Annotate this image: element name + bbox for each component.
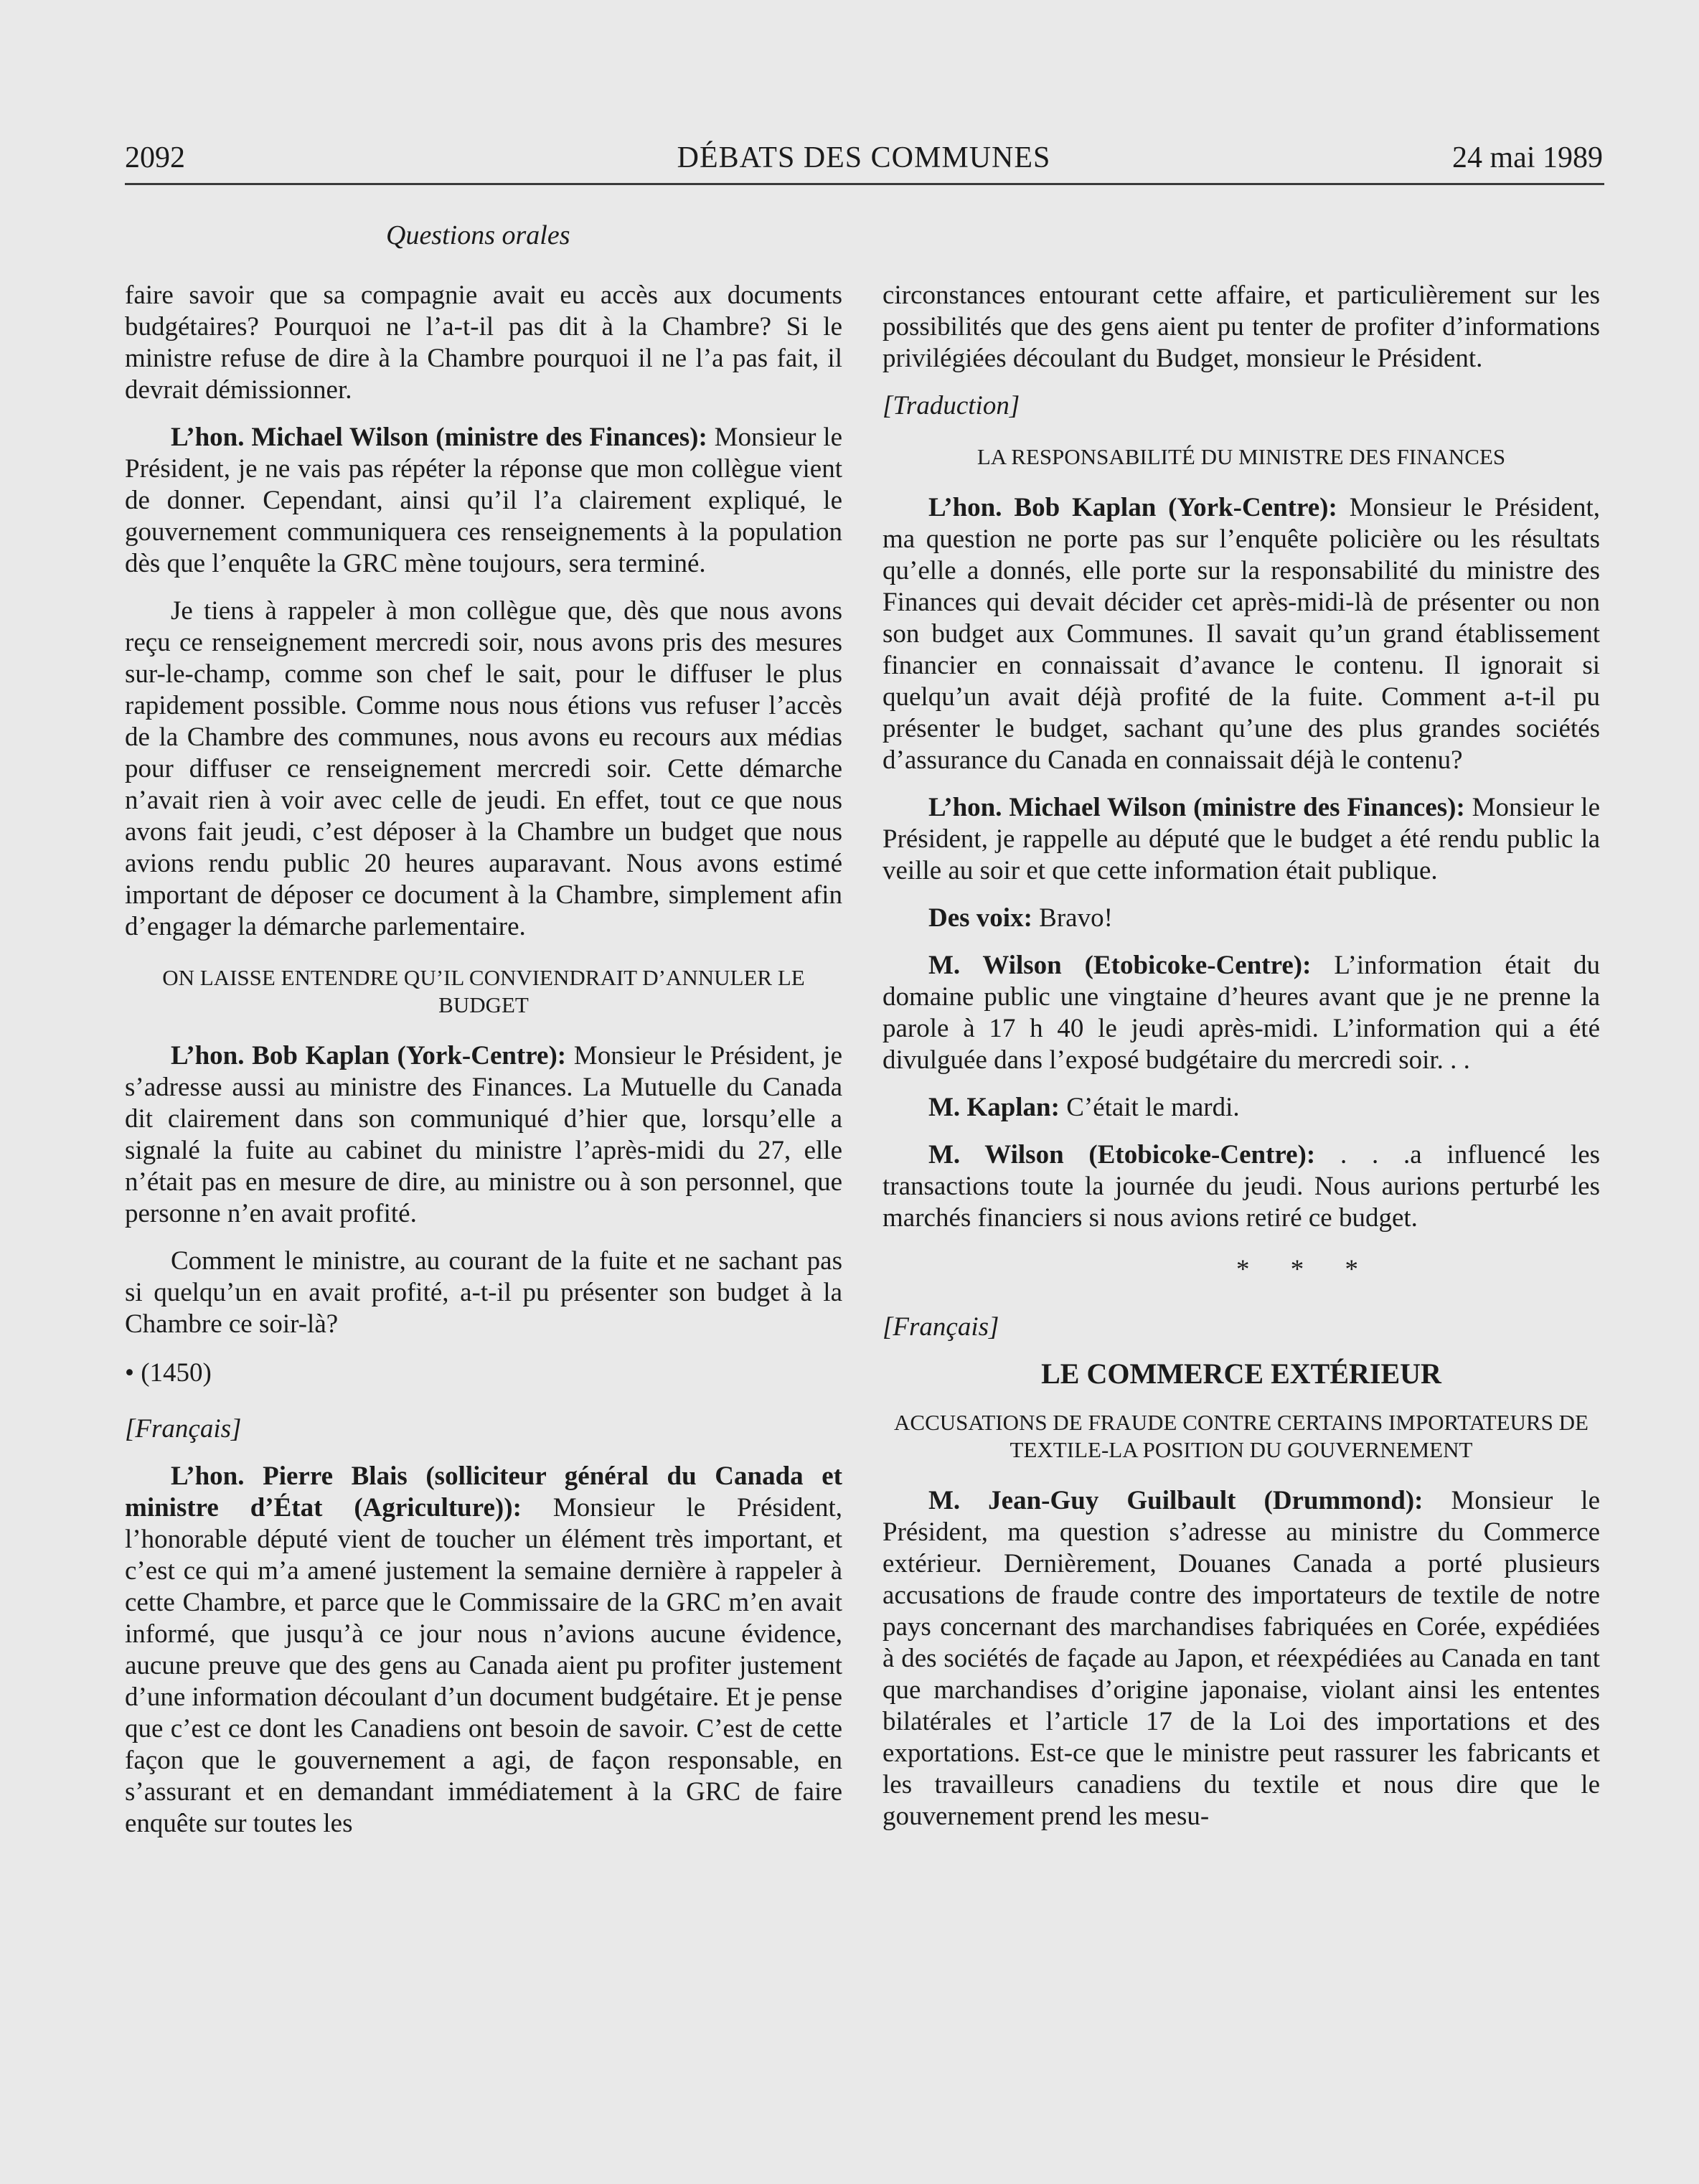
- paragraph: [883, 1139, 1600, 1234]
- subject-heading: ON LAISSE ENTENDRE QU’IL CONVIENDRAIT D’ANNULER LE BUDGET: [162, 965, 805, 1017]
- right-column: [883, 280, 1600, 1848]
- paragraph: [883, 903, 1600, 934]
- speech-text: Monsieur le Président, je s’adresse aussi au ministre des Finances. La Mutuelle du Canada dit clairement dans son communiqué d’hier que, lorsqu’elle a signalé la fuite au cabinet du ministre l’après-midi du 27, elle n’était pas en mesure de dire, au ministre ou à son personnel, que personne n’en avait profité.: [125, 1041, 842, 1228]
- paragraph: [883, 950, 1600, 1076]
- subject-heading: ACCUSATIONS DE FRAUDE CONTRE CERTAINS IMPORTATEURS DE TEXTILE-LA POSITION DU GOUVERNEMENT: [894, 1410, 1589, 1462]
- speech-text: Bravo!: [1032, 903, 1113, 933]
- language-marker: [Français]: [883, 1312, 999, 1342]
- language-marker: [Traduction]: [883, 391, 1020, 420]
- left-column: [125, 280, 842, 1855]
- speaker-name: Des voix:: [928, 903, 1032, 933]
- paragraph: [883, 1485, 1600, 1832]
- header-rule: [125, 183, 1604, 185]
- speaker-name: L’hon. Bob Kaplan (York-Centre):: [928, 493, 1337, 522]
- language-marker: [Français]: [125, 1414, 242, 1444]
- page-header: [125, 141, 1603, 184]
- speech-text: C’était le mardi.: [1059, 1093, 1240, 1122]
- speaker-name: M. Wilson (Etobicoke-Centre):: [928, 1140, 1316, 1169]
- speaker-name: L’hon. Michael Wilson (ministre des Finances):: [171, 423, 707, 452]
- paragraph: [125, 1461, 842, 1840]
- speech-text: Monsieur le Président, ma question ne porte pas sur l’enquête policière ou les résultats qu’elle a donnés, elle porte sur la responsabilité du ministre des Finances qui devait décider cet après-midi-là de présenter ou non son budget aux Communes. Il savait qu’un grand établissement financier en connaissait d’avance le contenu. Il ignorait si quelqu’un avait déjà profité de la fuite. Comment a-t-il pu présenter le budget, sachant qu’une des plus grandes sociétés d’assurance du Canada en connaissait déjà le contenu?: [883, 493, 1600, 775]
- paragraph: faire savoir que sa compagnie avait eu accès aux documents budgétaires? Pourquoi ne l’a-t-il pas dit à la Chambre? Si le ministre refuse de dire à la Chambre pourquoi il ne l’a pas fait, il devrait démissionner.: [125, 281, 842, 405]
- section-separator: * * *: [1236, 1255, 1375, 1284]
- paragraph: [883, 792, 1600, 887]
- speech-text: Monsieur le Président, l’honorable député vient de toucher un élément très important, et c’est ce qui m’a amené justement la semaine dernière à rappeler à cette Chambre, et parce que le Commissaire de la GRC m’en avait informé, que jusqu’à ce jour nous n’avions aucune évidence, aucune preuve que des gens au Canada aient pu profiter justement d’une information découlant d’un document budgétaire. Et je pense que c’est ce dont les Canadiens ont besoin de savoir. C’est de cette façon que le gouvernement a agi, de façon responsable, en s’assurant et en demandant immédiatement à la GRC de faire enquête sur toutes les: [125, 1493, 842, 1838]
- publication-date: 24 mai 1989: [1452, 141, 1603, 174]
- page-number: 2092: [125, 141, 185, 174]
- paragraph: [125, 422, 842, 580]
- speaker-name: L’hon. Pierre Blais (solliciteur général du Canada et ministre d’État (Agriculture)):: [125, 1462, 842, 1522]
- speech-text: Monsieur le Président, je rappelle au député que le budget a été rendu public la veille au soir et que cette information était publique.: [883, 793, 1600, 885]
- speaker-name: M. Wilson (Etobicoke-Centre):: [928, 951, 1312, 980]
- speech-text: Monsieur le Président, je ne vais pas répéter la réponse que mon collègue vient de donner. Cependant, ainsi qu’il l’a clairement expliqué, le gouvernement communiquera ces renseignements à la population dès que l’enquête la GRC mène toujours, sera terminé.: [125, 423, 842, 578]
- paragraph: Je tiens à rappeler à mon collègue que, dès que nous avons reçu ce renseignement mercredi soir, nous avons pris des mesures sur-le-champ, comme son chef le sait, pour le diffuser le plus rapidement possible. Comme nous nous étions vus refuser l’accès de la Chambre des communes, nous avons eu recours aux médias pour diffuser ce renseignement mercredi soir. Cette démarche n’avait rien à voir avec celle de jeudi. En effet, tout ce que nous avons fait jeudi, c’est déposer à la Chambre un budget que nous avions rendu public 20 heures auparavant. Nous avons estimé important de déposer ce document à la Chambre, simplement afin d’engager la démarche parlementaire.: [125, 596, 842, 941]
- publication-title: DÉBATS DES COMMUNES: [677, 141, 1051, 174]
- paragraph: [883, 492, 1600, 776]
- speaker-name: M. Kaplan:: [928, 1093, 1060, 1122]
- speaker-name: L’hon. Michael Wilson (ministre des Finances):: [928, 793, 1465, 822]
- speech-text: Monsieur le Président, ma question s’adresse au ministre du Commerce extérieur. Dernièrement, Douanes Canada a porté plusieurs accusations de fraude contre des importateurs de textile de notre pays concernant des marchandises fabriquées en Corée, expédiées à des sociétés de façade au Japon, et réexpédiées au Canada en tant que marchandises d’origine japonaise, violant ainsi les ententes bilatérales et l’article 17 de la Loi des importations et des exportations. Est-ce que le ministre peut rassurer les fabricants et les travailleurs canadiens du textile et nous dire que le gouvernement prend les mesu-: [883, 1486, 1600, 1831]
- speech-text: . . .a influencé les transactions toute la journée du jeudi. Nous aurions perturbé les marchés financiers si nous avions retiré ce budget.: [883, 1140, 1601, 1233]
- section-label: Questions orales: [386, 220, 570, 250]
- paragraph: Comment le ministre, au courant de la fuite et ne sachant pas si quelqu’un en avait profité, a-t-il pu présenter son budget à la Chambre ce soir-là?: [125, 1246, 842, 1339]
- time-marker: • (1450): [125, 1358, 212, 1388]
- subject-heading: LA RESPONSABILITÉ DU MINISTRE DES FINANCES: [976, 444, 1506, 469]
- speech-text: L’information était du domaine public une vingtaine d’heures avant que je ne prenne la parole à 17 h 40 le jeudi après-midi. L’information qui a été divulguée dans l’exposé budgétaire du mercredi soir. . .: [883, 951, 1600, 1075]
- paragraph: circonstances entourant cette affaire, et particulièrement sur les possibilités que des gens aient pu tenter de profiter d’informations privilégiées découlant du Budget, monsieur le Président.: [883, 281, 1600, 373]
- paragraph: [125, 1040, 842, 1230]
- topic-heading: LE COMMERCE EXTÉRIEUR: [1041, 1357, 1441, 1390]
- speaker-name: L’hon. Bob Kaplan (York-Centre):: [171, 1041, 567, 1070]
- speaker-name: M. Jean-Guy Guilbault (Drummond):: [928, 1486, 1423, 1515]
- paragraph: [883, 1092, 1600, 1124]
